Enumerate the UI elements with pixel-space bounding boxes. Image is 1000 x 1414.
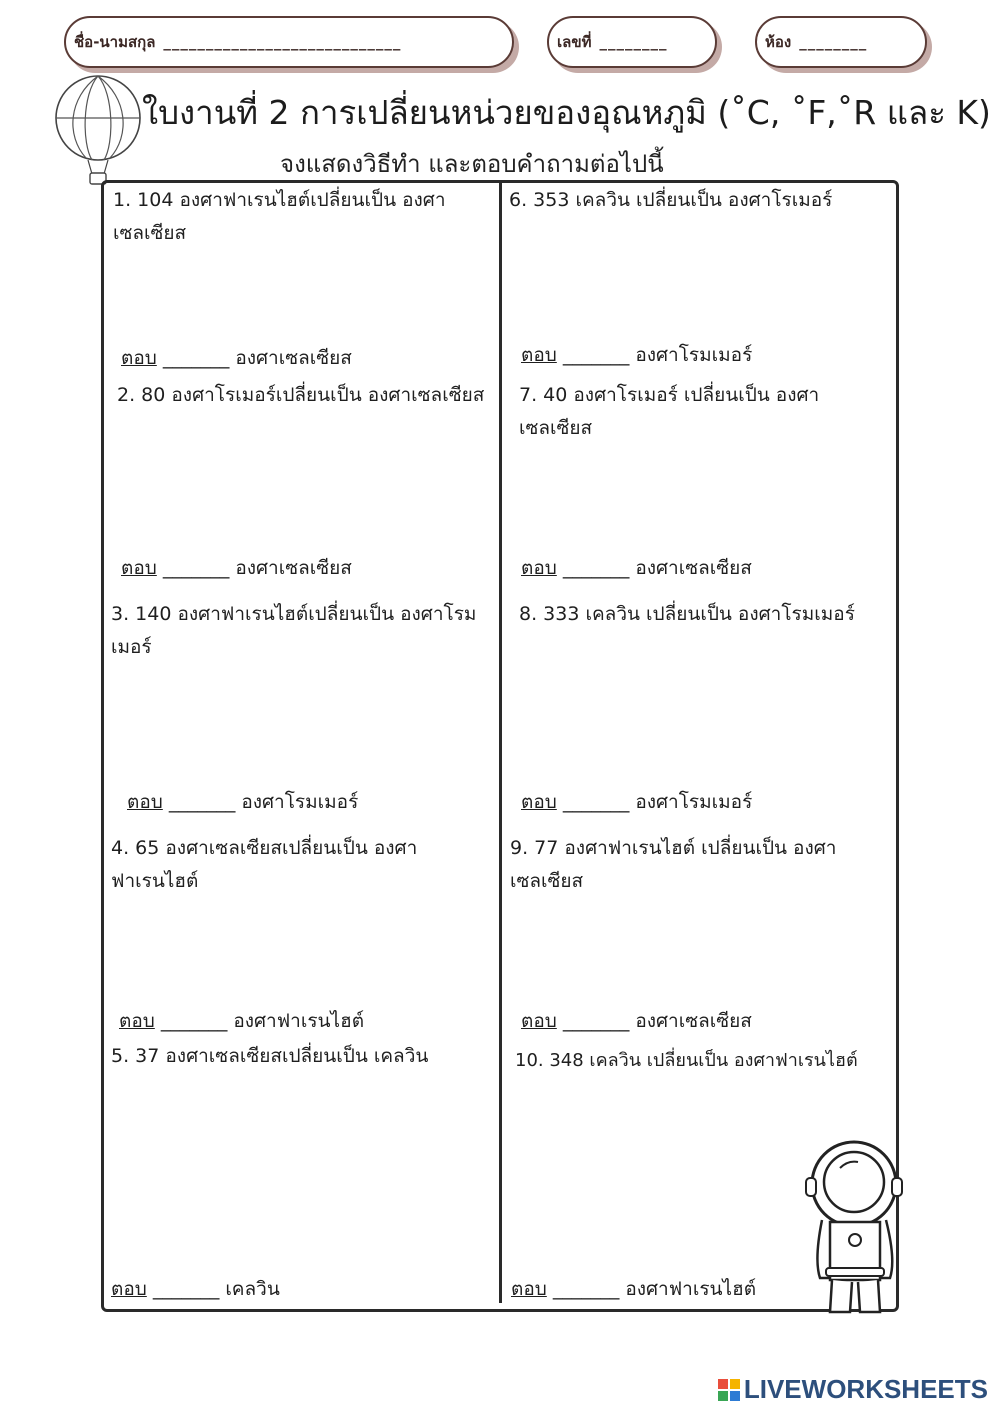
question-3: 3. 140 องศาฟาเรนไฮต์เปลี่ยนเป็น องศาโรมเมอร์ [111, 603, 477, 658]
column-divider [499, 183, 502, 1303]
astronaut-icon [800, 1140, 912, 1316]
answer-9[interactable] [521, 1006, 752, 1036]
hot-air-balloon-icon [52, 74, 144, 186]
answer-label: ตอบ [121, 347, 157, 369]
number-field[interactable] [547, 16, 717, 68]
answer-blank: _______ [552, 1278, 620, 1300]
answer-1[interactable] [121, 343, 352, 373]
name-blank: ____________________________ [163, 33, 402, 51]
answer-blank: _______ [562, 557, 630, 579]
answer-blank: _______ [562, 1010, 630, 1032]
answer-label: ตอบ [521, 791, 557, 813]
number-label: เลขที่ [557, 33, 592, 51]
question-2: 2. 80 องศาโรเมอร์เปลี่ยนเป็น องศาเซลเซียส [117, 384, 485, 406]
answer-unit: องศาโรมเมอร์ [635, 791, 753, 813]
answer-unit: องศาฟาเรนไฮต์ [233, 1010, 365, 1032]
answer-label: ตอบ [119, 1010, 155, 1032]
room-label: ห้อง [765, 33, 792, 51]
answer-blank: _______ [168, 791, 236, 813]
answer-label: ตอบ [111, 1278, 147, 1300]
answer-8[interactable] [521, 787, 752, 817]
answer-7[interactable] [521, 553, 752, 583]
question-10: 10. 348 เคลวิน เปลี่ยนเป็น องศาฟาเรนไฮต์ [515, 1050, 858, 1071]
answer-blank: _______ [162, 347, 230, 369]
number-blank: ________ [599, 33, 668, 51]
answer-blank: _______ [562, 791, 630, 813]
question-7: 7. 40 องศาโรเมอร์ เปลี่ยนเป็น องศาเซลเซียส [519, 384, 820, 439]
room-field[interactable] [755, 16, 927, 68]
answer-label: ตอบ [521, 1010, 557, 1032]
answer-unit: เคลวิน [225, 1278, 280, 1300]
answer-4[interactable] [119, 1006, 364, 1036]
answer-blank: _______ [152, 1278, 220, 1300]
answer-label: ตอบ [121, 557, 157, 579]
name-field[interactable] [64, 16, 514, 68]
answer-6[interactable] [521, 340, 752, 370]
answer-unit: องศาโรมเมอร์ [635, 344, 753, 366]
answer-10[interactable] [511, 1274, 756, 1304]
answer-unit: องศาฟาเรนไฮต์ [625, 1278, 757, 1300]
question-4: 4. 65 องศาเซลเซียสเปลี่ยนเป็น องศาฟาเรนไฮต์ [111, 837, 418, 892]
answer-unit: องศาเซลเซียส [635, 557, 752, 579]
liveworksheets-brand[interactable] [718, 1374, 988, 1405]
worksheet-title: ใบงานที่ 2 การเปลี่ยนหน่วยของอุณหภูมิ (˚C, ˚F,˚R และ K) [142, 93, 991, 132]
answer-unit: องศาเซลเซียส [635, 1010, 752, 1032]
answer-unit: องศาโรมเมอร์ [241, 791, 359, 813]
answer-unit: องศาเซลเซียส [235, 557, 352, 579]
question-5: 5. 37 องศาเซลเซียสเปลี่ยนเป็น เคลวิน [111, 1045, 429, 1067]
answer-label: ตอบ [521, 557, 557, 579]
answer-2[interactable] [121, 553, 352, 583]
room-blank: ________ [799, 33, 868, 51]
question-9: 9. 77 องศาฟาเรนไฮต์ เปลี่ยนเป็น องศาเซลเซียส [510, 837, 837, 892]
answer-label: ตอบ [511, 1278, 547, 1300]
worksheet-subtitle: จงแสดงวิธีทำ และตอบคำถามต่อไปนี้ [280, 150, 664, 178]
answer-blank: _______ [562, 344, 630, 366]
answer-label: ตอบ [521, 344, 557, 366]
brand-name: LIVEWORKSHEETS [743, 1374, 988, 1404]
answer-3[interactable] [127, 787, 358, 817]
answer-blank: _______ [160, 1010, 228, 1032]
question-6: 6. 353 เคลวิน เปลี่ยนเป็น องศาโรเมอร์ [509, 189, 833, 211]
question-1: 1. 104 องศาฟาเรนไฮต์เปลี่ยนเป็น องศาเซลเซียส [113, 189, 446, 244]
answer-unit: องศาเซลเซียส [235, 347, 352, 369]
answer-label: ตอบ [127, 791, 163, 813]
question-8: 8. 333 เคลวิน เปลี่ยนเป็น องศาโรมเมอร์ [519, 603, 855, 625]
liveworksheets-logo-icon [718, 1379, 740, 1401]
name-label: ชื่อ-นามสกุล [74, 33, 156, 51]
answer-5[interactable] [111, 1274, 280, 1304]
answer-blank: _______ [162, 557, 230, 579]
